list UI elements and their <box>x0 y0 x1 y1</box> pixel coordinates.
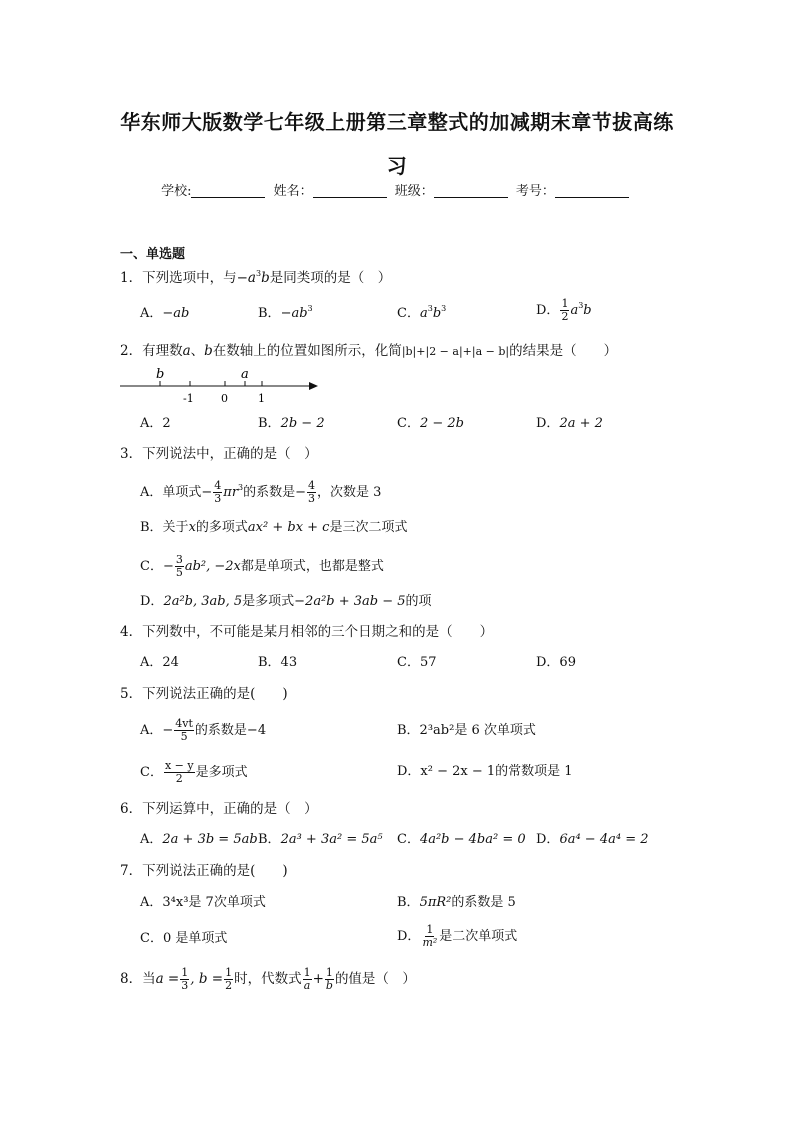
q1-expr: −a <box>236 270 256 286</box>
name-field[interactable] <box>313 184 387 198</box>
q2-option-d[interactable]: D．2a + 2 <box>536 416 603 431</box>
q6-option-c[interactable]: C．4a²b − 4ba² = 0 <box>397 832 526 847</box>
q5-option-b[interactable]: B．2³ab²是 6 次单项式 <box>397 723 536 738</box>
question-4-stem: 4．下列数中，不可能是某月相邻的三个日期之和的是（ ） <box>120 624 494 640</box>
name-label: 姓名： <box>273 184 313 199</box>
q3-option-b[interactable]: B．关于x的多项式ax² + bx + c是三次二项式 <box>140 520 408 535</box>
title-line-2: 习 <box>386 154 408 178</box>
q2-abs-expr: |b|+|2 − a|+|a − b| <box>401 345 510 358</box>
q2-option-b[interactable]: B．2b − 2 <box>258 416 325 431</box>
student-info-line <box>0 180 794 199</box>
q1-option-a[interactable]: A．−ab <box>140 306 190 321</box>
q2-option-a[interactable]: A．2 <box>140 416 171 431</box>
class-label: 班级： <box>394 184 434 199</box>
number-field[interactable] <box>555 184 629 198</box>
question-2-stem: 2．有理数a、b在数轴上的位置如图所示，化简|b|+|2 − a|+|a − b|的结果是（ ） <box>120 343 618 359</box>
q5-option-a[interactable]: A．− $\frac{4vt}{5}$ 的系数是−4 <box>140 717 267 743</box>
q3-option-d[interactable]: D．2a²b, 3ab, 5是多项式−2a²b + 3ab − 5的项 <box>140 594 432 609</box>
question-7-stem: 7．下列说法正确的是( ) <box>120 863 288 879</box>
q7-option-c[interactable]: C．0 是单项式 <box>140 931 228 946</box>
question-3-stem: 3．下列说法中，正确的是（ ） <box>120 446 318 462</box>
question-5-stem: 5．下列说法正确的是( ) <box>120 686 288 702</box>
q1-option-c[interactable]: C．$a^3b^3$ <box>397 304 447 321</box>
q4-option-c[interactable]: C．57 <box>397 655 437 670</box>
question-6-stem: 6．下列运算中，正确的是（ ） <box>120 801 318 817</box>
number-label: 考号： <box>515 184 555 199</box>
label-minus-1: -1 <box>183 392 194 405</box>
q4-option-a[interactable]: A．24 <box>140 655 179 670</box>
q7-option-b[interactable]: B．5πR²的系数是 5 <box>397 895 516 910</box>
document-title <box>100 100 694 188</box>
q4-option-b[interactable]: B．43 <box>258 655 298 670</box>
label-b: b <box>156 367 165 382</box>
q6-option-b[interactable]: B．2a³ + 3a² = 5a⁵ <box>258 832 383 847</box>
label-1: 1 <box>258 392 265 405</box>
q1-option-d[interactable]: D． $\frac{1}{2}$ $a^3b$ <box>536 297 592 323</box>
q4-option-d[interactable]: D．69 <box>536 655 576 670</box>
school-field[interactable] <box>191 184 265 198</box>
q6-option-a[interactable]: A．2a + 3b = 5ab <box>140 832 258 847</box>
question-8-stem: 8．当a = $\frac{1}{3}$ , b = $\frac{1}{2}$ 时，代数式 $\frac{1}{a}$ + $\frac{1}{b}$ 的值是（ ） <box>120 966 416 992</box>
number-line <box>120 366 320 408</box>
school-label: 学校: <box>161 184 192 199</box>
q5-option-d[interactable]: D．x² − 2x − 1的常数项是 1 <box>397 764 573 779</box>
question-1-stem: 1．下列选项中，与$-a^3b$是同类项的是（ ） <box>120 269 392 286</box>
q3-option-c[interactable]: C．− $\frac{3}{5}$ ab², −2x都是单项式，也都是整式 <box>140 553 384 579</box>
q1-option-b[interactable]: B．$-ab^3$ <box>258 304 313 321</box>
q7-option-d[interactable]: D． $\frac{1}{\text{m²}}$ 是二次单项式 <box>397 923 518 949</box>
section-heading: 一、单选题 <box>120 247 186 262</box>
q6-option-d[interactable]: D．6a⁴ − 4a⁴ = 2 <box>536 832 649 847</box>
class-field[interactable] <box>434 184 508 198</box>
title-line-1: 华东师大版数学七年级上册第三章整式的加减期末章节拔高练 <box>120 110 674 134</box>
q2-option-c[interactable]: C．2 − 2b <box>397 416 464 431</box>
label-a: a <box>241 367 249 382</box>
q3-option-a[interactable]: A．单项式− $\frac{4}{3}$ $\pi r^3$的系数是− $\frac{4}{3}$ ，次数是 3 <box>140 479 382 505</box>
label-0: 0 <box>221 392 228 405</box>
q5-option-c[interactable]: C． $\frac{x - y}{2}$ 是多项式 <box>140 759 248 785</box>
q7-option-a[interactable]: A．3⁴x³是 7次单项式 <box>140 895 266 910</box>
